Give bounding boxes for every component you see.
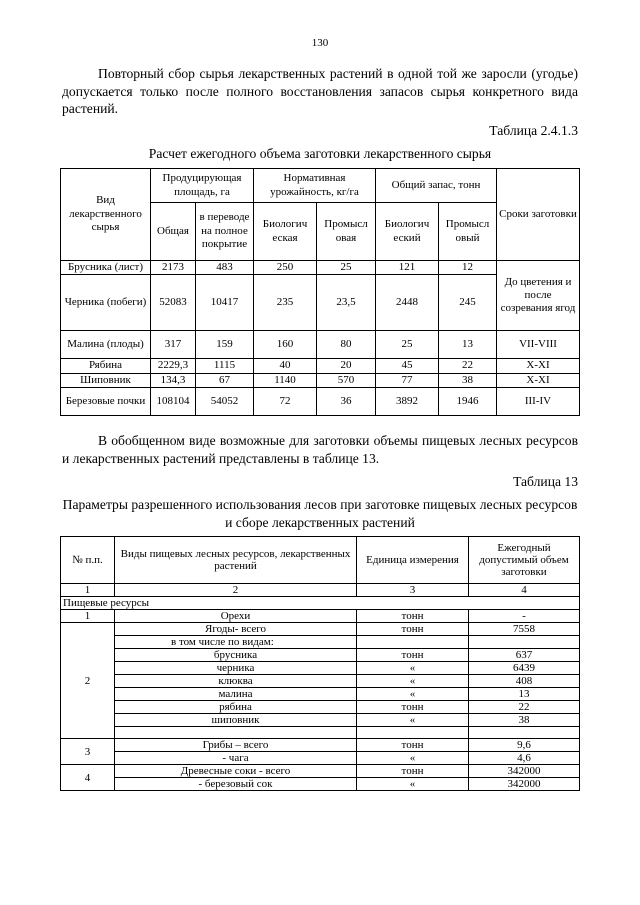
cell-yield-bio: 40 (254, 359, 317, 373)
cell-unit: тонн (357, 701, 469, 714)
table-row (61, 261, 580, 275)
cell-stock-bio: 2448 (376, 275, 439, 331)
cell-name: рябина (115, 701, 357, 714)
table-row (61, 610, 580, 623)
cell-volume (469, 636, 580, 649)
header-yield: Нормативная урожайность, кг/га (254, 169, 376, 203)
cell-stock-ind: 13 (439, 331, 497, 359)
table-row (61, 701, 580, 714)
section-row (61, 597, 580, 610)
cell-name: Древесные соки - всего (115, 765, 357, 778)
cell-species: Рябина (61, 359, 151, 373)
cell-unit: тонн (357, 623, 469, 636)
cell-volume: - (469, 610, 580, 623)
col-number: 4 (469, 584, 580, 597)
cell-yield-bio: 160 (254, 331, 317, 359)
cell-yield-ind: 20 (317, 359, 376, 373)
header-stock-ind: Промысл овый (439, 203, 497, 261)
cell-area-converted: 159 (196, 331, 254, 359)
table1-title: Расчет ежегодного объема заготовки лекарственного сырья (148, 146, 492, 161)
cell-unit: « (357, 778, 469, 791)
table-row (61, 649, 580, 662)
header-yield-ind: Промысл овая (317, 203, 376, 261)
cell-area-converted: 483 (196, 261, 254, 275)
header-area-total: Общая (151, 203, 196, 261)
cell-yield-ind: 36 (317, 388, 376, 416)
cell-area-total: 52083 (151, 275, 196, 331)
table-row (61, 623, 580, 636)
cell-yield-bio: 235 (254, 275, 317, 331)
cell-unit: тонн (357, 739, 469, 752)
cell-volume: 342000 (469, 778, 580, 791)
cell-species: Березовые почки (61, 388, 151, 416)
table2-title: Параметры разрешенного использования лесов при заготовке пищевых лесных ресурсов и сборе лекарственных растений (62, 497, 578, 530)
cell-stock-bio: 25 (376, 331, 439, 359)
cell-volume: 22 (469, 701, 580, 714)
table-row (61, 359, 580, 373)
cell-stock-ind: 38 (439, 373, 497, 387)
cell-area-converted: 1115 (196, 359, 254, 373)
column-number-row (61, 584, 580, 597)
cell-name: черника (115, 662, 357, 675)
table-row (61, 388, 580, 416)
table-row (61, 662, 580, 675)
cell-stock-bio: 77 (376, 373, 439, 387)
cell-volume: 6439 (469, 662, 580, 675)
cell-area-total: 2173 (151, 261, 196, 275)
cell-period: X-XI (497, 373, 580, 387)
table-row (61, 688, 580, 701)
table-row (61, 752, 580, 765)
table-row (61, 739, 580, 752)
table-row (61, 778, 580, 791)
cell-unit: « (357, 675, 469, 688)
cell-unit: тонн (357, 610, 469, 623)
cell-stock-bio: 45 (376, 359, 439, 373)
col-number: 3 (357, 584, 469, 597)
cell-stock-ind: 1946 (439, 388, 497, 416)
cell-unit: « (357, 688, 469, 701)
forest-use-parameters-table (60, 536, 580, 791)
cell-stock-bio: 121 (376, 261, 439, 275)
section-food-resources: Пищевые ресурсы (61, 597, 580, 610)
table-row (61, 636, 580, 649)
cell-yield-ind: 23,5 (317, 275, 376, 331)
header-species: Вид лекарственного сырья (61, 169, 151, 261)
cell-yield-ind: 80 (317, 331, 376, 359)
cell-volume: 7558 (469, 623, 580, 636)
header-types: Виды пищевых лесных ресурсов, лекарственных растений (115, 537, 357, 584)
header-yield-bio: Биологич еская (254, 203, 317, 261)
cell-area-total: 317 (151, 331, 196, 359)
cell-unit: « (357, 714, 469, 727)
cell-unit: « (357, 662, 469, 675)
cell-volume (469, 727, 580, 739)
header-unit: Единица измерения (357, 537, 469, 584)
cell-yield-bio: 1140 (254, 373, 317, 387)
cell-stock-ind: 22 (439, 359, 497, 373)
cell-name: малина (115, 688, 357, 701)
cell-stock-ind: 12 (439, 261, 497, 275)
cell-unit (357, 636, 469, 649)
table-row (61, 727, 580, 739)
paragraph-summary: В обобщенном виде возможные для заготовки объемы пищевых лесных ресурсов и лекарственных растений представлены в таблице 13. (62, 433, 578, 466)
header-volume: Ежегодный допустимый объем заготовки (469, 537, 580, 584)
cell-name: в том числе по видам: (115, 636, 357, 649)
cell-volume: 13 (469, 688, 580, 701)
header-stock-bio: Биологич еский (376, 203, 439, 261)
header-period: Сроки заготовки (497, 169, 580, 261)
table-row (61, 714, 580, 727)
cell-num: 1 (61, 610, 115, 623)
cell-name: Грибы – всего (115, 739, 357, 752)
header-num: № п.п. (61, 537, 115, 584)
cell-num: 2 (61, 623, 115, 739)
table-row (61, 675, 580, 688)
table-row (61, 765, 580, 778)
cell-name (115, 727, 357, 739)
cell-volume: 342000 (469, 765, 580, 778)
cell-species: Шиповник (61, 373, 151, 387)
cell-area-total: 134,3 (151, 373, 196, 387)
cell-yield-ind: 25 (317, 261, 376, 275)
cell-area-converted: 67 (196, 373, 254, 387)
page-number: 130 (311, 37, 329, 49)
col-number: 2 (115, 584, 357, 597)
cell-unit: « (357, 752, 469, 765)
cell-unit: тонн (357, 649, 469, 662)
cell-period: VII-VIII (497, 331, 580, 359)
header-stock: Общий запас, тонн (376, 169, 497, 203)
cell-volume: 637 (469, 649, 580, 662)
cell-volume: 38 (469, 714, 580, 727)
cell-species: Малина (плоды) (61, 331, 151, 359)
cell-unit (357, 727, 469, 739)
cell-stock-ind: 245 (439, 275, 497, 331)
col-number: 1 (61, 584, 115, 597)
cell-name: шиповник (115, 714, 357, 727)
cell-name: клюква (115, 675, 357, 688)
cell-area-total: 108104 (151, 388, 196, 416)
cell-area-converted: 10417 (196, 275, 254, 331)
cell-name: - чага (115, 752, 357, 765)
cell-stock-bio: 3892 (376, 388, 439, 416)
cell-volume: 408 (469, 675, 580, 688)
cell-name: брусника (115, 649, 357, 662)
cell-name: Ягоды- всего (115, 623, 357, 636)
cell-yield-bio: 72 (254, 388, 317, 416)
medicinal-harvest-table (60, 168, 580, 416)
header-area: Продуцирующая площадь, га (151, 169, 254, 203)
cell-yield-ind: 570 (317, 373, 376, 387)
cell-volume: 9,6 (469, 739, 580, 752)
table1-label: Таблица 2.4.1.3 (489, 123, 578, 138)
cell-period: X-XI (497, 359, 580, 373)
cell-area-converted: 54052 (196, 388, 254, 416)
cell-num: 3 (61, 739, 115, 765)
cell-period: III-IV (497, 388, 580, 416)
cell-num: 4 (61, 765, 115, 791)
cell-volume: 4,6 (469, 752, 580, 765)
header-area-converted: в переводе на полное покрытие (196, 203, 254, 261)
cell-period: До цветения и после созревания ягод (497, 261, 580, 331)
cell-unit: тонн (357, 765, 469, 778)
cell-yield-bio: 250 (254, 261, 317, 275)
cell-area-total: 2229,3 (151, 359, 196, 373)
cell-name: Орехи (115, 610, 357, 623)
table2-label: Таблица 13 (513, 474, 578, 489)
cell-name: - березовый сок (115, 778, 357, 791)
table-row (61, 373, 580, 387)
cell-species: Черника (побеги) (61, 275, 151, 331)
cell-species: Брусника (лист) (61, 261, 151, 275)
table-row (61, 331, 580, 359)
paragraph-reharvest: Повторный сбор сырья лекарственных растений в одной той же заросли (угодье) допускается только после полного восстановления запасов сырья конкретного вида растений. (62, 66, 578, 116)
